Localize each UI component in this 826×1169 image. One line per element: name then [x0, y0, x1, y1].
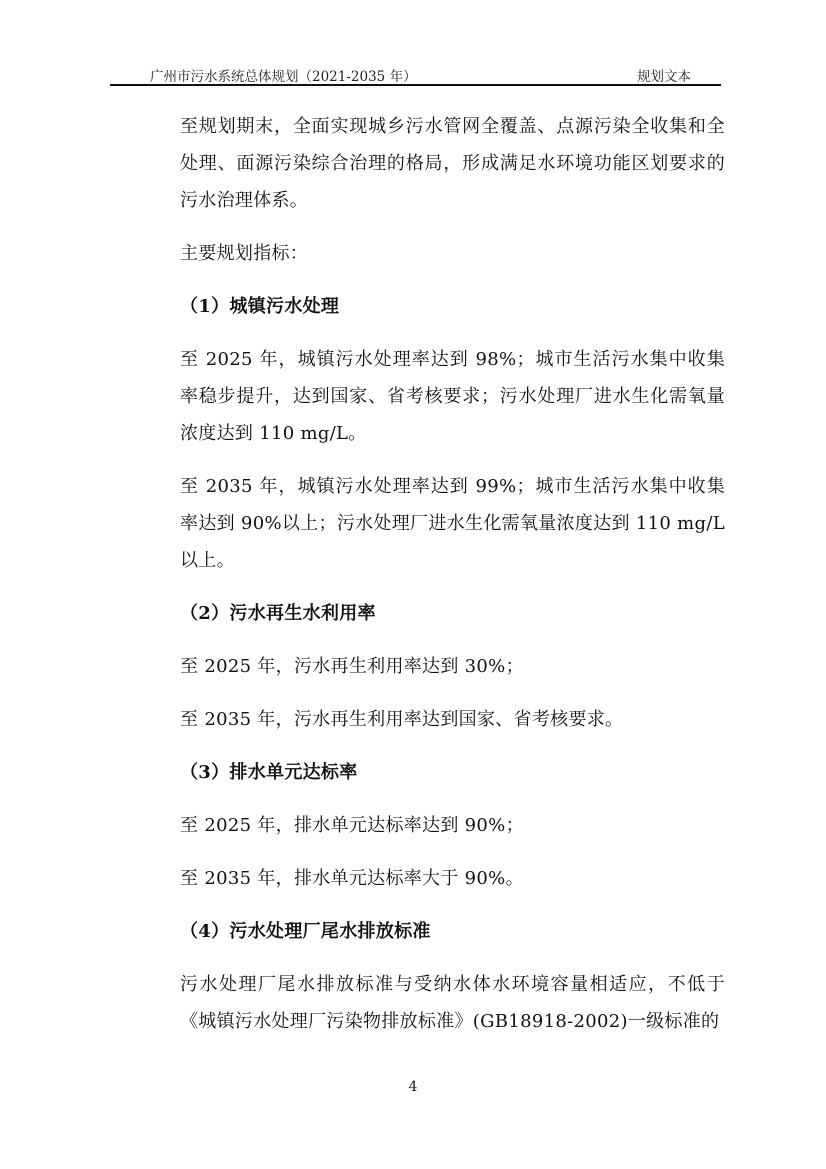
paragraph-2025-reclaimed-water: 至 2025 年，污水再生利用率达到 30%；: [180, 656, 524, 677]
document-title: 广州市污水系统总体规划（2021-2035 年）: [150, 69, 417, 85]
header-divider: [110, 84, 721, 86]
page-number: 4: [408, 1079, 418, 1095]
section-heading-effluent-standard: （4）污水处理厂尾水排放标准: [180, 921, 431, 942]
paragraph-2025-drainage-units: 至 2025 年，排水单元达标率达到 90%；: [180, 815, 524, 836]
indicators-label: 主要规划指标：: [180, 243, 309, 264]
intro-paragraph: 至规划期末，全面实现城乡污水管网全覆盖、点源污染全收集和全处理、面源污染综合治理的格局，形成满足水环境功能区划要求的污水治理体系。: [180, 116, 725, 211]
document-body: [180, 108, 725, 1056]
document-section-label: 规划文本: [637, 69, 691, 85]
paragraph-2035-sewage-treatment: 至 2035 年，城镇污水处理率达到 99%；城市生活污水集中收集率达到 90%以上；污水处理厂进水生化需氧量浓度达到 110 mg/L 以上。: [180, 476, 725, 571]
paragraph-2025-sewage-treatment: 至 2025 年，城镇污水处理率达到 98%；城市生活污水集中收集率稳步提升，达到国家、省考核要求；污水处理厂进水生化需氧量浓度达到 110 mg/L。: [180, 349, 725, 444]
paragraph-effluent-standard: 污水处理厂尾水排放标准与受纳水体水环境容量相适应，不低于《城镇污水处理厂污染物排放标准》(GB18918-2002)一级标准的: [180, 974, 725, 1032]
section-heading-drainage-units: （3）排水单元达标率: [180, 762, 358, 783]
section-heading-reclaimed-water: （2）污水再生水利用率: [180, 603, 376, 624]
paragraph-2035-reclaimed-water: 至 2035 年，污水再生利用率达到国家、省考核要求。: [180, 709, 624, 730]
paragraph-2035-drainage-units: 至 2035 年，排水单元达标率大于 90%。: [180, 868, 524, 889]
page-header: [110, 62, 721, 84]
section-heading-sewage-treatment: （1）城镇污水处理: [180, 296, 340, 317]
